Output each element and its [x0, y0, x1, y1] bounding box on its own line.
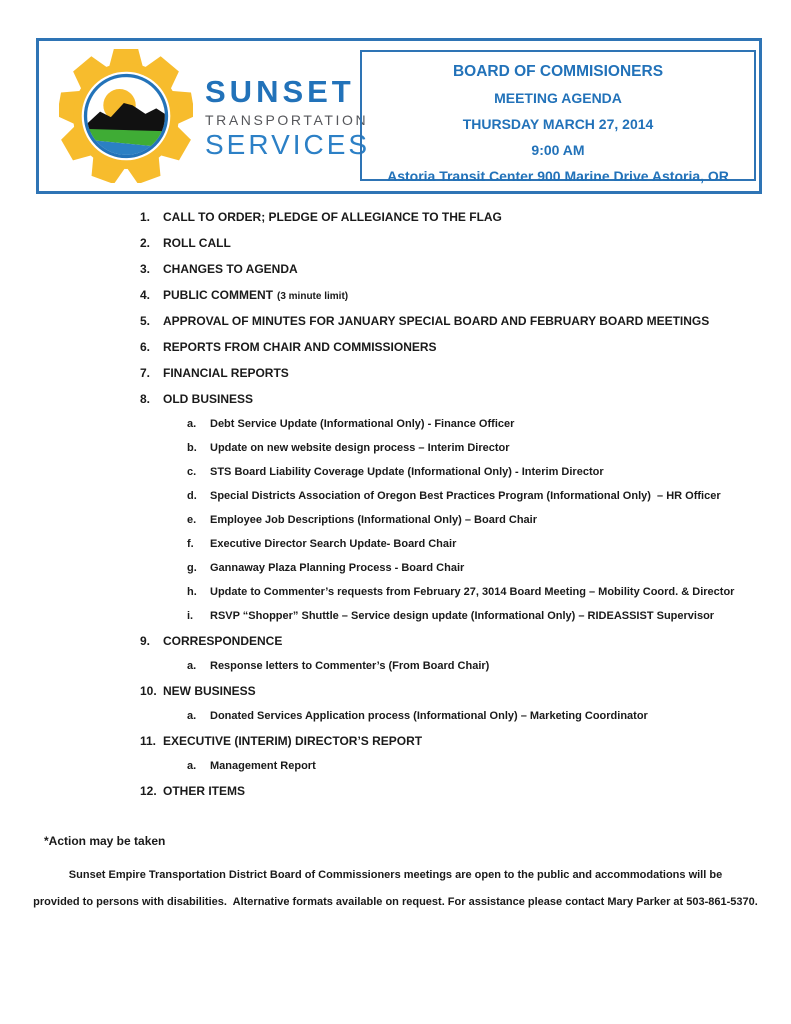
- meeting-location: Astoria Transit Center 900 Marine Drive Astoria, OR: [387, 168, 729, 184]
- agenda-subitem-text: Gannaway Plaza Planning Process - Board Chair: [210, 562, 465, 574]
- agenda-subitem: [140, 562, 775, 586]
- accessibility-notice-line: Sunset Empire Transportation District Board of Commissioners meetings are open to the public and accommodations will be: [68, 869, 723, 881]
- agenda-item: [140, 684, 775, 710]
- agenda-item: [140, 634, 775, 660]
- agenda-subitem-letter: i.: [187, 610, 194, 622]
- agenda-subitem-text: Update on new website design process – Interim Director: [210, 442, 510, 454]
- agenda-item-number: 12.: [140, 784, 157, 798]
- agenda-item-text: FINANCIAL REPORTS: [163, 366, 289, 380]
- logo-title: SUNSET: [205, 74, 355, 110]
- agenda-subitem-text: Debt Service Update (Informational Only) - Finance Officer: [210, 418, 515, 430]
- agenda-item-number: 10.: [140, 684, 157, 698]
- agenda-subitem-letter: a.: [187, 710, 197, 722]
- agenda-subitem-text: Management Report: [210, 760, 316, 772]
- logo-wordmark: [205, 76, 370, 160]
- agenda-subitem-letter: a.: [187, 660, 197, 672]
- logo-subtitle-transportation: TRANSPORTATION: [205, 111, 369, 128]
- agenda-list: [140, 210, 775, 810]
- sunset-transportation-logo: [59, 49, 370, 183]
- agenda-subitem-text: Executive Director Search Update- Board Chair: [210, 538, 457, 550]
- agenda-subitem: [140, 760, 775, 784]
- agenda-subitem-text: Donated Services Application process (Informational Only) – Marketing Coordinator: [210, 710, 648, 722]
- agenda-subitem-letter: a.: [187, 760, 197, 772]
- agenda-item-text: ROLL CALL: [163, 236, 231, 250]
- agenda-item: [140, 366, 775, 392]
- agenda-subitem: [140, 710, 775, 734]
- agenda-subitem-letter: f.: [187, 538, 194, 550]
- agenda-subitem: [140, 586, 775, 610]
- agenda-item: [140, 314, 775, 340]
- agenda-item-number: 11.: [140, 734, 157, 748]
- agenda-subitem-letter: g.: [187, 562, 197, 574]
- agenda-item-number: 6.: [140, 340, 151, 354]
- agenda-subitem-letter: e.: [187, 514, 197, 526]
- agenda-subitem: [140, 466, 775, 490]
- agenda-subitem: [140, 660, 775, 684]
- meeting-title: BOARD OF COMMISIONERS: [452, 63, 664, 80]
- agenda-subitem-letter: c.: [187, 466, 197, 478]
- agenda-item-note: (3 minute limit): [277, 291, 349, 302]
- document-header-box: [36, 38, 762, 194]
- logo-subtitle-services: SERVICES: [205, 129, 371, 161]
- agenda-item-text: OTHER ITEMS: [163, 784, 246, 798]
- agenda-item-text: APPROVAL OF MINUTES FOR JANUARY SPECIAL BOARD AND FEBRUARY BOARD MEETINGS: [163, 314, 710, 328]
- action-note: *Action may be taken: [44, 834, 166, 848]
- agenda-item: [140, 236, 775, 262]
- agenda-subitem: [140, 418, 775, 442]
- agenda-item-text: PUBLIC COMMENT (3 minute limit): [163, 288, 349, 302]
- agenda-subitem-text: STS Board Liability Coverage Update (Informational Only) - Interim Director: [210, 466, 604, 478]
- agenda-subitem-text: Special Districts Association of Oregon Best Practices Program (Informational Only) – HR Officer: [210, 490, 721, 502]
- agenda-item: [140, 210, 775, 236]
- agenda-subitem: [140, 514, 775, 538]
- agenda-subitem-letter: d.: [187, 490, 197, 502]
- meeting-date: THURSDAY MARCH 27, 2014: [462, 116, 654, 132]
- meeting-time: 9:00 AM: [531, 142, 585, 158]
- agenda-item: [140, 262, 775, 288]
- agenda-item: [140, 784, 775, 810]
- agenda-item: [140, 340, 775, 366]
- agenda-item: [140, 288, 775, 314]
- meeting-info-box: [360, 50, 756, 184]
- agenda-item: [140, 392, 775, 418]
- agenda-item-number: 1.: [140, 210, 151, 224]
- agenda-subitem-text: Employee Job Descriptions (Informational Only) – Board Chair: [210, 514, 538, 526]
- agenda-subitem: [140, 442, 775, 466]
- agenda-subitem-text: RSVP “Shopper” Shuttle – Service design update (Informational Only) – RIDEASSIST Supervisor: [210, 610, 715, 622]
- accessibility-notice: [0, 862, 791, 916]
- agenda-item-text: REPORTS FROM CHAIR AND COMMISSIONERS: [163, 340, 437, 354]
- agenda-item-number: 5.: [140, 314, 151, 328]
- sunset-gear-logo-icon: [59, 49, 193, 183]
- agenda-item-number: 4.: [140, 288, 151, 302]
- agenda-item-text: OLD BUSINESS: [163, 392, 254, 406]
- agenda-subitem: [140, 490, 775, 514]
- agenda-item-text: CHANGES TO AGENDA: [163, 262, 298, 276]
- accessibility-notice-line: provided to persons with disabilities. Alternative formats available on request. For assistance please contact Mary Parker at 503-861-5370.: [33, 896, 758, 908]
- agenda-subitem-letter: a.: [187, 418, 197, 430]
- agenda-item: [140, 734, 775, 760]
- agenda-subitem-letter: b.: [187, 442, 197, 454]
- agenda-subitem: [140, 610, 775, 634]
- agenda-subitem-text: Update to Commenter’s requests from February 27, 3014 Board Meeting – Mobility Coord. & Director: [210, 586, 735, 598]
- agenda-item-text: CORRESPONDENCE: [163, 634, 283, 648]
- agenda-item-number: 2.: [140, 236, 151, 250]
- agenda-item-text: EXECUTIVE (INTERIM) DIRECTOR’S REPORT: [163, 734, 423, 748]
- agenda-item-text: NEW BUSINESS: [163, 684, 256, 698]
- agenda-item-number: 7.: [140, 366, 151, 380]
- agenda-item-number: 8.: [140, 392, 151, 406]
- agenda-item-number: 9.: [140, 634, 151, 648]
- agenda-subitem-text: Response letters to Commenter’s (From Board Chair): [210, 660, 490, 672]
- meeting-subtitle: MEETING AGENDA: [494, 90, 622, 106]
- agenda-item-number: 3.: [140, 262, 151, 276]
- agenda-subitem: [140, 538, 775, 562]
- agenda-subitem-letter: h.: [187, 586, 197, 598]
- agenda-item-text: CALL TO ORDER; PLEDGE OF ALLEGIANCE TO THE FLAG: [163, 210, 502, 224]
